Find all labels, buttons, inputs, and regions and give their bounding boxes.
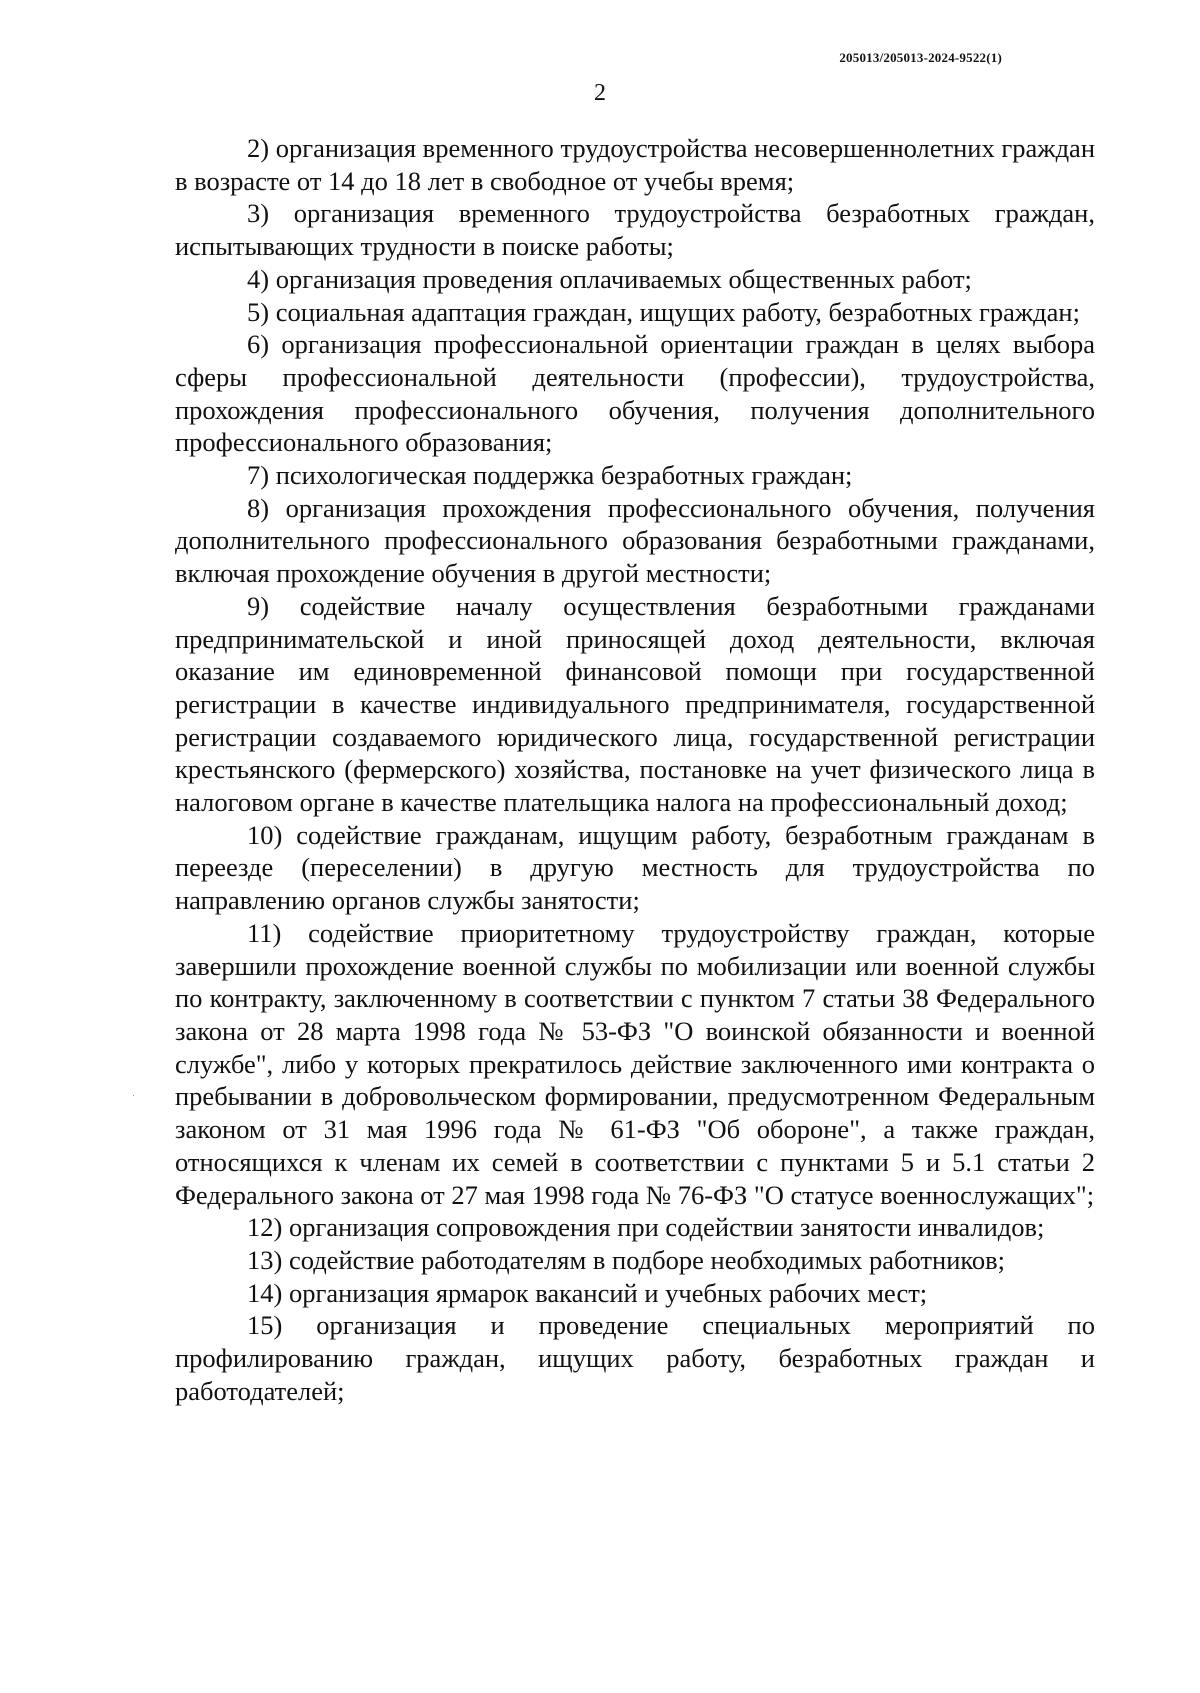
list-item: 6) организация профессиональной ориентации граждан в целях выбора сферы профессиональной деятельности (профессии), трудоустройства, прохождения профессионального обучения, получения дополнительного профессионального образования; — [175, 329, 1095, 458]
list-item: 12) организация сопровождения при содействии занятости инвалидов; — [247, 1212, 1045, 1243]
list-item: 4) организация проведения оплачиваемых общественных работ; — [247, 263, 972, 294]
page-number: 2 — [594, 80, 606, 106]
margin-mark — [133, 1095, 134, 1096]
list-item: 7) психологическая поддержка безработных граждан; — [247, 460, 853, 491]
list-item: 9) содействие началу осуществления безработными гражданами предпринимательской и иной приносящей доход деятельности, включая оказание им единовременной финансовой помощи при государственной регистрации в качестве индивидуального предпринимателя, государственной регистрации создаваемого юридического лица, государственной регистрации крестьянского (фермерского) хозяйства, постановке на учет физического лица в налоговом органе в качестве плательщика налога на профессиональный доход; — [175, 590, 1095, 818]
list-item: 5) социальная адаптация граждан, ищущих работу, безработных граждан; — [247, 296, 1080, 327]
list-item: 13) содействие работодателям в подборе необходимых работников; — [247, 1244, 1006, 1275]
document-body — [175, 132, 1095, 1407]
list-item: 15) организация и проведение специальных мероприятий по профилированию граждан, ищущих работу, безработных граждан и работодателей; — [175, 1310, 1095, 1406]
list-item: 11) содействие приоритетному трудоустройству граждан, которые завершили прохождение военной службы по мобилизации или военной службы по контракту, заключенному в соответствии с пунктом 7 статьи 38 Федерального закона от 28 марта 1998 года № 53-ФЗ "О воинской обязанности и военной службе", либо у которых прекратилось действие заключенного ими контракта о пребывании в добровольческом формировании, предусмотренном Федеральным законом от 31 мая 1996 года № 61-ФЗ "Об обороне", а также граждан, относящихся к членам их семей в соответствии с пунктами 5 и 5.1 статьи 2 Федерального закона от 27 мая 1998 года № 76-ФЗ "О статусе военнослужащих"; — [175, 917, 1095, 1210]
document-id: 205013/205013-2024-9522(1) — [839, 50, 1002, 65]
list-item: 8) организация прохождения профессионального обучения, получения дополнительного профессионального образования безработными гражданами, включая прохождение обучения в другой местности; — [175, 492, 1095, 589]
list-item: 2) организация временного трудоустройства несовершеннолетних граждан в возрасте от 14 до 18 лет в свободное от учебы время; — [175, 133, 1095, 196]
list-item: 14) организация ярмарок вакансий и учебных рабочих мест; — [247, 1277, 928, 1308]
list-item: 3) организация временного трудоустройства безработных граждан, испытывающих трудности в поиске работы; — [175, 198, 1095, 262]
list-item: 10) содействие гражданам, ищущим работу, безработным гражданам в переезде (переселении) в другую местность для трудоустройства по направлению органов службы занятости; — [175, 819, 1095, 916]
